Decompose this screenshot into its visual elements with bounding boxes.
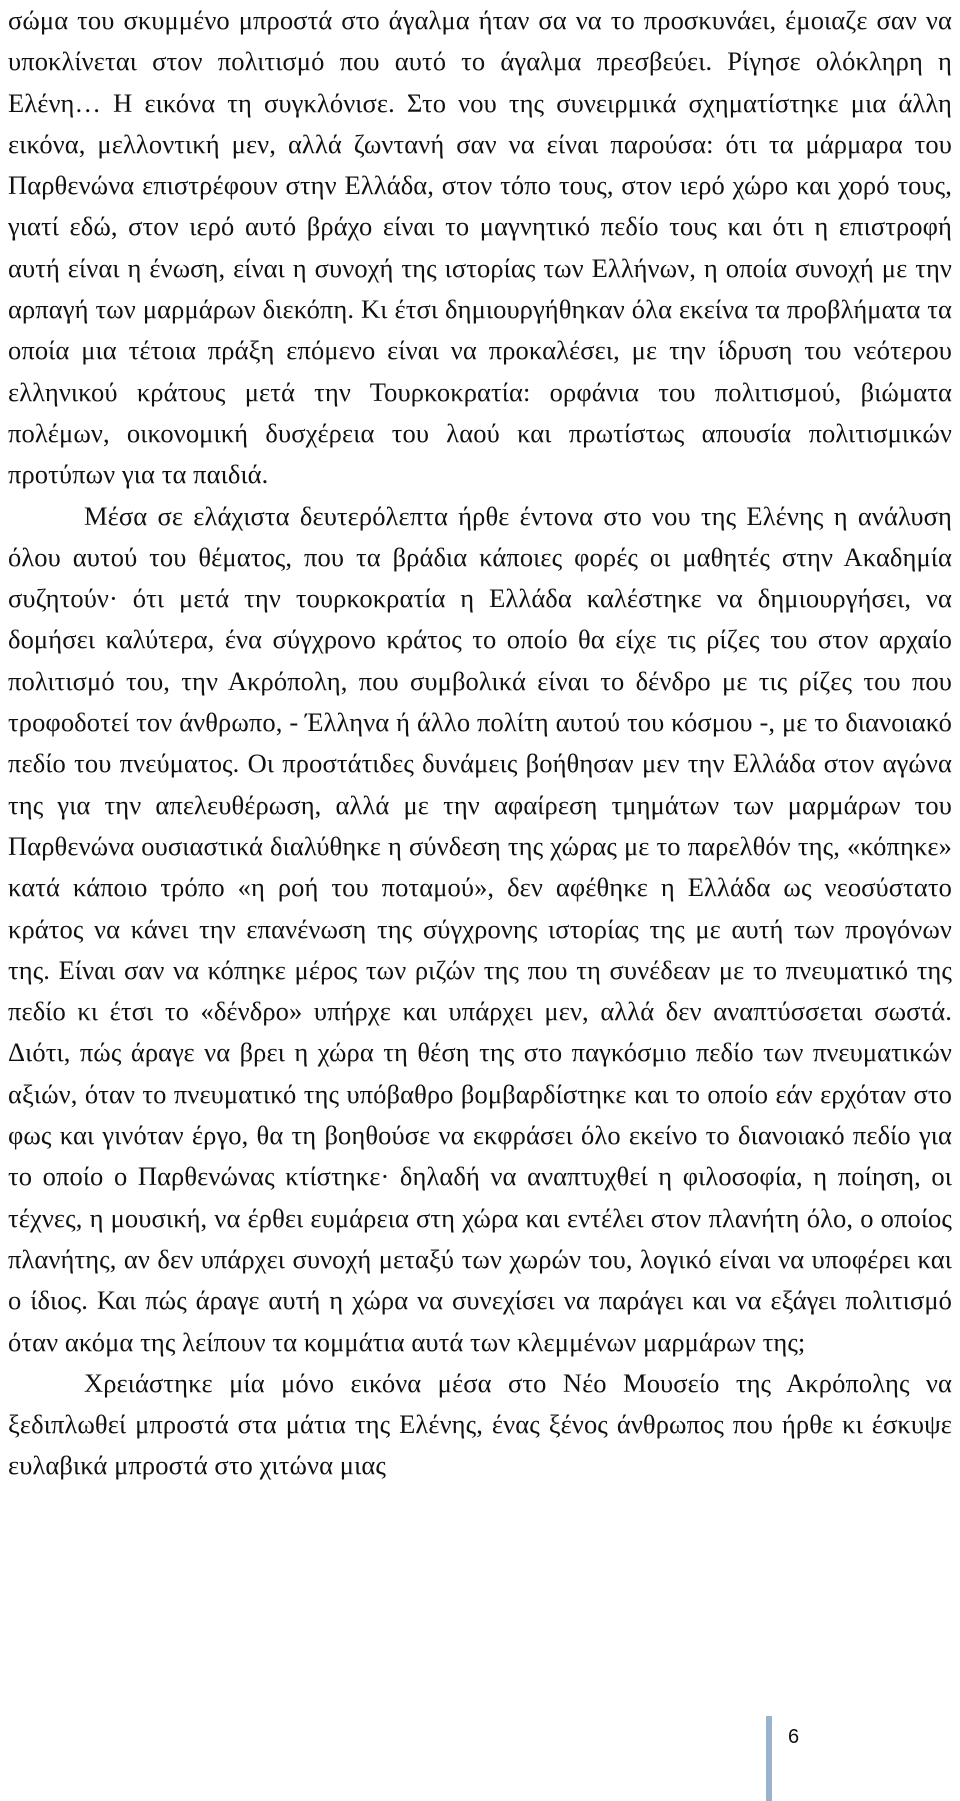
body-text [8,0,952,1487]
page-footer [766,1716,886,1801]
paragraph-3: Χρειάστηκε μία μόνο εικόνα μέσα στο Νέο Μουσείο της Ακρόπολης να ξεδιπλωθεί μπροστά στα μάτια της Ελένης, ένας ξένος άνθρωπος που ήρθε κι έσκυψε ευλαβικά μπροστά στο χιτώνα μιας [8,1367,952,1481]
page-number: 6 [788,1726,800,1748]
footer-accent-bar [766,1716,772,1801]
paragraph-1: σώμα του σκυμμένο μπροστά στο άγαλμα ήταν σα να το προσκυνάει, έμοιαζε σαν να υποκλίνεται στον πολιτισμό που αυτό το άγαλμα πρεσβεύει. Ρίγησε ολόκληρη η Ελένη… Η εικόνα τη συγκλόνισε. Στο νου της συνειρμικά σχηματίστηκε μια άλλη εικόνα, μελλοντική μεν, αλλά ζωντανή σαν να είναι παρούσα: ότι τα μάρμαρα του Παρθενώνα επιστρέφουν στην Ελλάδα, στον τόπο τους, στον ιερό χώρο και χορό τους, γιατί εδώ, στον ιερό αυτό βράχο είναι το μαγνητικό πεδίο τους και ότι η επιστροφή αυτή είναι η ένωση, είναι η συνοχή της ιστορίας των Ελλήνων, η οποία συνοχή με την αρπαγή των μαρμάρων διεκόπη. Κι έτσι δημιουργήθηκαν όλα εκείνα τα προβλήματα τα οποία μια τέτοια πράξη επόμενο είναι να προκαλέσει, με την ίδρυση του νεότερου ελληνικού κράτους μετά την Τουρκοκρατία: ορφάνια του πολιτισμού, βιώματα πολέμων, οικονομική δυσχέρεια του λαού και πρωτίστως απουσία πολιτισμικών προτύπων για τα παιδιά. [8,5,952,490]
paragraph-2: Μέσα σε ελάχιστα δευτερόλεπτα ήρθε έντονα στο νου της Ελένης η ανάλυση όλου αυτού του θέματος, που τα βράδια κάποιες φορές οι μαθητές στην Ακαδημία συζητούν· ότι μετά την τουρκοκρατία η Ελλάδα καλέστηκε να δημιουργήσει, να δομήσει καλύτερα, ένα σύγχρονο κράτος το οποίο θα είχε τις ρίζες του στον αρχαίο πολιτισμό του, την Ακρόπολη, που συμβολικά είναι το δένδρο με τις ρίζες του που τροφοδοτεί τον άνθρωπο, - Έλληνα ή άλλο πολίτη αυτού του κόσμου -, με το διανοιακό πεδίο του πνεύματος. Οι προστάτιδες δυνάμεις βοήθησαν μεν την Ελλάδα στον αγώνα της για την απελευθέρωση, αλλά με την αφαίρεση τμημάτων των μαρμάρων του Παρθενώνα ουσιαστικά διαλύθηκε η σύνδεση της χώρας με το παρελθόν της, «κόπηκε» κατά κάποιο τρόπο «η ροή του ποταμού», δεν αφέθηκε η Ελλάδα ως νεοσύστατο κράτος να κάνει την επανένωση της σύγχρονης ιστορίας της με αυτή των προγόνων της. Είναι σαν να κόπηκε μέρος των ριζών της που τη συνέδεαν με το πνευματικό της πεδίο κι έτσι το «δένδρο» υπήρχε και υπάρχει μεν, αλλά δεν αναπτύσσεται σωστά. Διότι, πώς άραγε να βρει η χώρα τη θέση της στο παγκόσμιο πεδίο των πνευματικών αξιών, όταν το πνευματικό της υπόβαθρο βομβαρδίστηκε και το οποίο εάν ερχόταν στο φως και γινόταν έργο, θα τη βοηθούσε να εκφράσει όλο εκείνο το διανοιακό πεδίο για το οποίο ο Παρθενώνας κτίστηκε· δηλαδή να αναπτυχθεί η φιλοσοφία, η ποίηση, οι τέχνες, η μουσική, να έρθει ευμάρεια στη χώρα και εντέλει στον πλανήτη όλο, ο οποίος πλανήτης, αν δεν υπάρχει συνοχή μεταξύ των χωρών του, λογικό είναι να υποφέρει και ο ίδιος. Και πώς άραγε αυτή η χώρα να συνεχίσει να παράγει και να εξάγει πολιτισμό όταν ακόμα της λείπουν τα κομμάτια αυτά των κλεμμένων μαρμάρων της; [8,500,952,1357]
